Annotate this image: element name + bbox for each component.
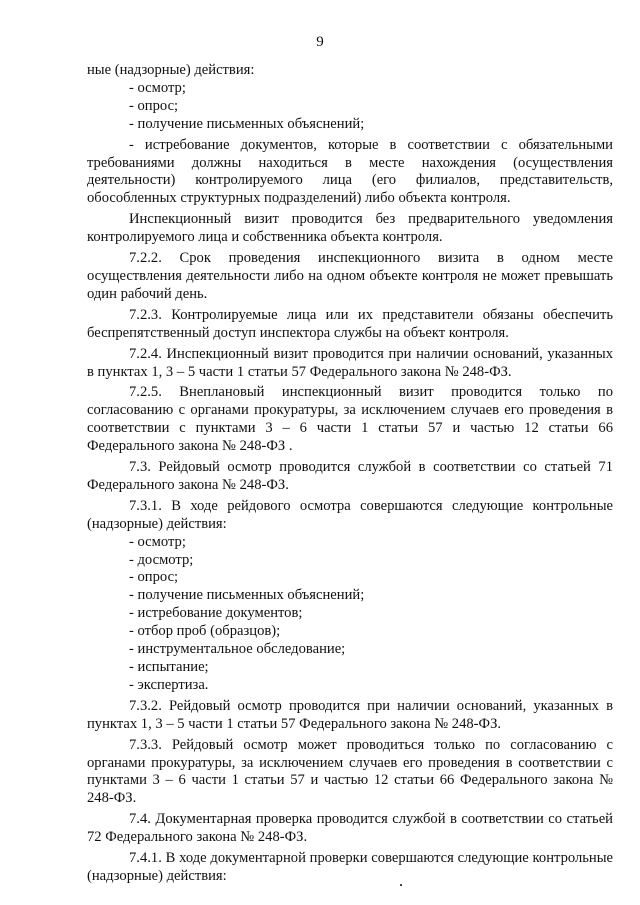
paragraph: ные (надзорные) действия:	[87, 62, 255, 78]
list-item: - осмотр;	[129, 79, 186, 96]
paragraph: 7.3. Рейдовый осмотр проводится службой в соответствии со статьей 71 Федерального закона № 248-ФЗ.	[87, 459, 613, 493]
paragraph: 7.3.3. Рейдовый осмотр может проводиться только по согласованию с органами прокуратуры, за исключением случаев его проведения в соответствии с пунктами 3 – 6 части 1 статьи 57 и частью 12 статьи 66 Федерального закона № 248-ФЗ.	[87, 736, 613, 807]
list-item: - опрос;	[129, 569, 179, 586]
paragraph: 7.2.3. Контролируемые лица или их представители обязаны обеспечить беспрепятственный доступ инспектора службы на объект контроля.	[87, 306, 613, 341]
paragraph: 7.4.1. В ходе документарной проверки совершаются следующие контрольные (надзорные) действия:	[87, 850, 613, 884]
paragraph: Инспекционный визит проводится без предварительного уведомления контролируемого лица и собственника объекта контроля.	[87, 211, 613, 246]
list-item: - получение письменных объяснений;	[129, 115, 365, 132]
paragraph: 7.2.2. Срок проведения инспекционного визита в одном месте осуществления деятельности либо на одном объекте контроля не может превышать один рабочий день.	[87, 250, 613, 302]
paragraph: 7.2.5. Внеплановый инспекционный визит проводится только по согласованию с органами прокуратуры, за исключением случаев его проведения в соответствии с пунктами 3 – 6 части 1 статьи 57 и частью 12 статьи 66 Федерального закона № 248-ФЗ .	[87, 384, 613, 455]
list-item: - испытание;	[129, 659, 209, 675]
list-item: - опрос;	[129, 97, 179, 114]
list-item: - отбор проб (образцов);	[129, 623, 281, 640]
list-item: - истребование документов;	[129, 605, 303, 622]
list-item: - осмотр;	[129, 533, 186, 550]
paragraph: 7.3.2. Рейдовый осмотр проводится при наличии оснований, указанных в пунктах 1, 3 – 5 части 1 статьи 57 Федерального закона № 248-ФЗ.	[87, 697, 613, 732]
paragraph: 7.2.4. Инспекционный визит проводится при наличии оснований, указанных в пунктах 1, 3 – 5 части 1 статьи 57 Федерального закона № 248-ФЗ.	[87, 345, 613, 380]
list-item: - экспертиза.	[129, 676, 209, 693]
page-number: 9	[316, 34, 324, 50]
paragraph: 7.3.1. В ходе рейдового осмотра совершаются следующие контрольные (надзорные) действия:	[87, 497, 613, 532]
scan-speck	[400, 884, 402, 886]
document-body	[87, 62, 613, 886]
list-item: - инструментальное обследование;	[129, 641, 346, 658]
list-item: - получение письменных объяснений;	[129, 587, 365, 604]
paragraph: - истребование документов, которые в соответствии с обязательными требованиями должны находиться в месте нахождения (осуществления деятельности) контролируемого лица (его филиалов, представительств, обособленных структурных подразделений) либо объекта контроля.	[87, 136, 613, 207]
list-item: - досмотр;	[129, 551, 194, 568]
paragraph: 7.4. Документарная проверка проводится службой в соответствии со статьей 72 Федерального закона № 248-ФЗ.	[87, 811, 613, 846]
